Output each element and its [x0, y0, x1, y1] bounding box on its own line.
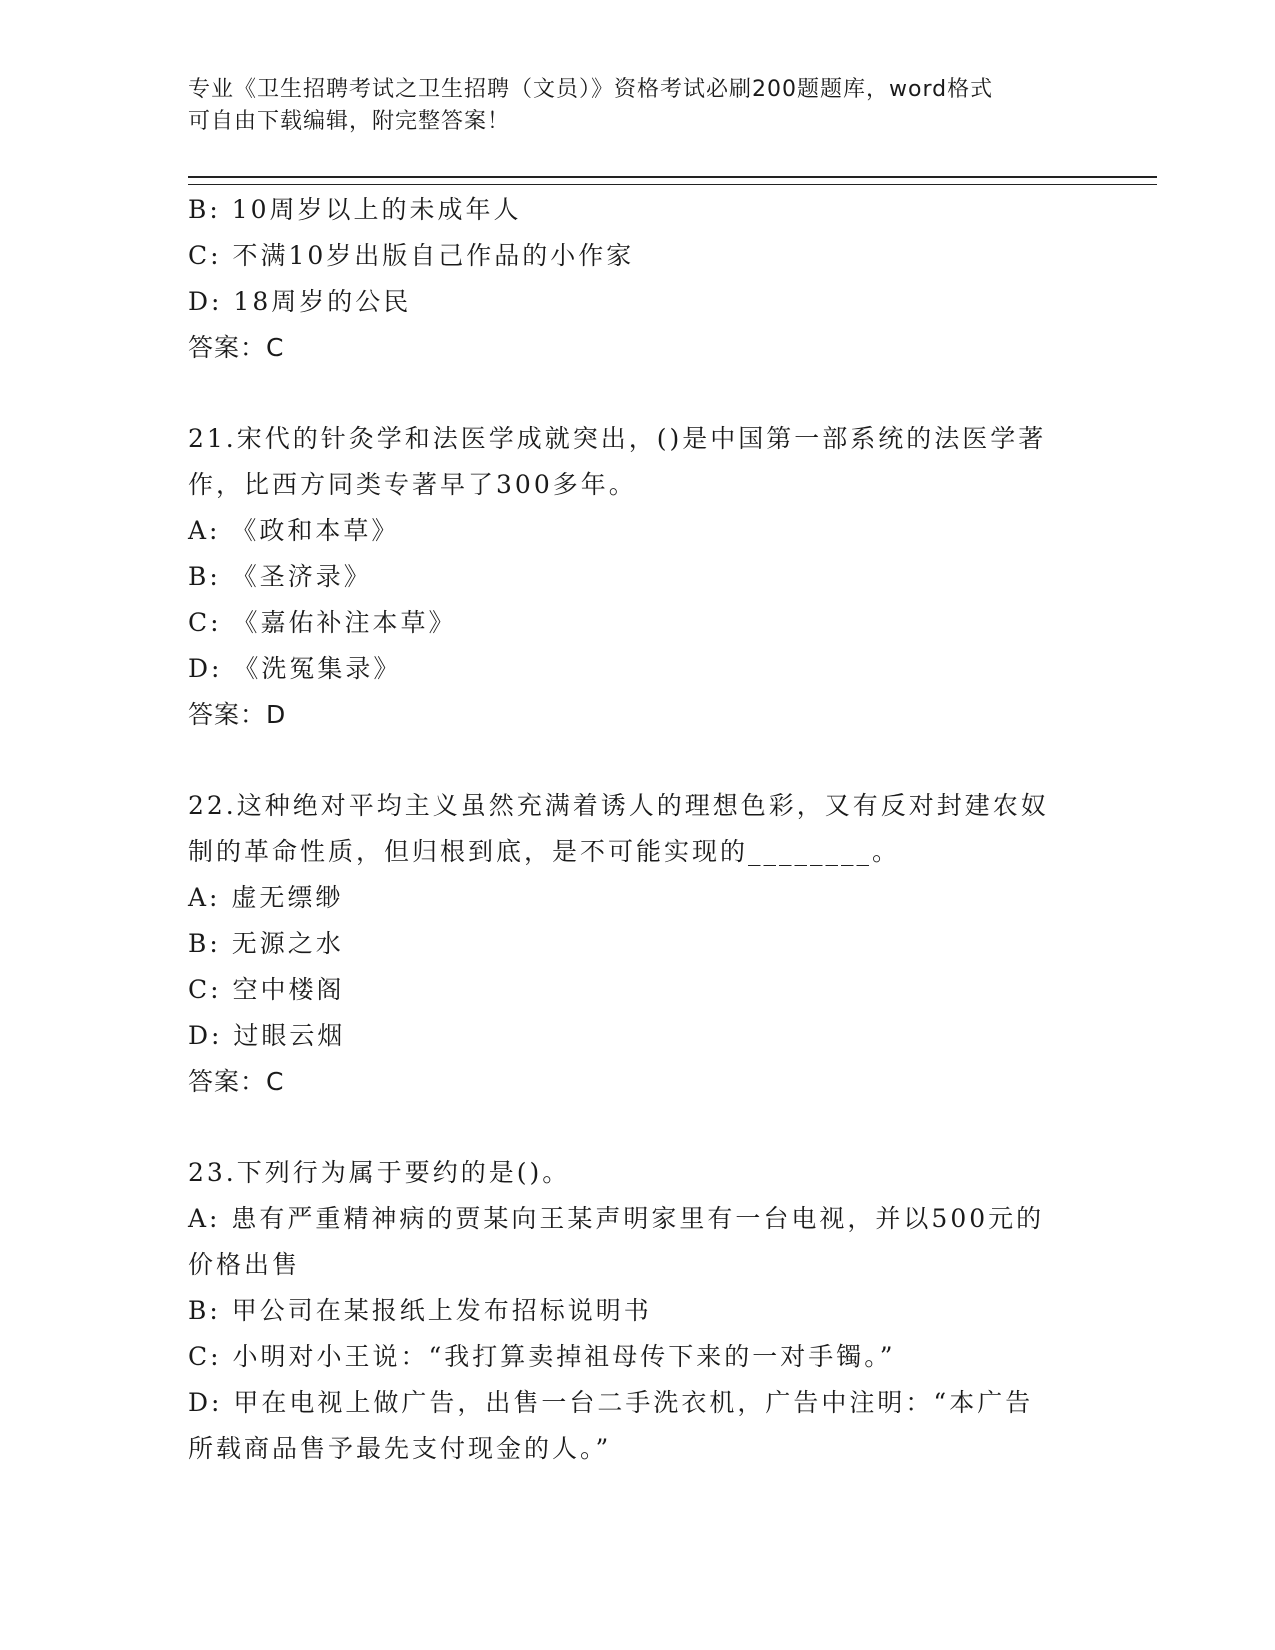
answer: 答案：D [188, 700, 287, 729]
answer: 答案：C [188, 333, 285, 362]
option-a-continued: 价格出售 [188, 1250, 301, 1279]
question-21 [188, 416, 1088, 738]
option-d: D: 《洗冤集录》 [188, 654, 402, 683]
option-b: B: 无源之水 [188, 929, 344, 958]
option-c: C: 《嘉佑补注本草》 [188, 608, 457, 637]
option-c: C: 空中楼阁 [188, 975, 345, 1004]
option-d: D: 过眼云烟 [188, 1021, 346, 1050]
answer: 答案：C [188, 1067, 285, 1096]
question-stem: 制的革命性质，但归根到底，是不可能实现的________。 [188, 837, 901, 866]
option-d: D: 18周岁的公民 [188, 287, 412, 316]
option-a: A: 虚无缥缈 [188, 883, 344, 912]
option-b: B: 《圣济录》 [188, 562, 372, 591]
question-stem: 22.这种绝对平均主义虽然充满着诱人的理想色彩，又有反对封建农奴 [188, 791, 1049, 820]
header-line-2: 可自由下载编辑，附完整答案！ [188, 109, 511, 134]
option-d-continued: 所载商品售予最先支付现金的人。” [188, 1434, 612, 1463]
option-c: C: 小明对小王说：“我打算卖掉祖母传下来的一对手镯。” [188, 1342, 896, 1371]
option-b: B: 10周岁以上的未成年人 [188, 195, 522, 224]
question-22 [188, 783, 1088, 1105]
question-stem: 23.下列行为属于要约的是()。 [188, 1158, 571, 1187]
document-header [188, 74, 1068, 138]
question-20-tail [188, 187, 1088, 371]
option-d: D: 甲在电视上做广告，出售一台二手洗衣机，广告中注明：“本广告 [188, 1388, 1034, 1417]
option-c: C: 不满10岁出版自己作品的小作家 [188, 241, 635, 270]
option-a: A: 患有严重精神病的贾某向王某声明家里有一台电视，并以500元的 [188, 1204, 1045, 1233]
header-line-1: 专业《卫生招聘考试之卫生招聘（文员）》资格考试必刷200题题库，word格式 [188, 77, 994, 102]
question-content [188, 187, 1088, 1472]
question-23 [188, 1150, 1088, 1472]
header-divider [188, 176, 1157, 185]
option-a: A: 《政和本草》 [188, 516, 400, 545]
question-stem: 作，比西方同类专著早了300多年。 [188, 470, 637, 499]
question-stem: 21.宋代的针灸学和法医学成就突出，()是中国第一部系统的法医学著 [188, 424, 1047, 453]
option-b: B: 甲公司在某报纸上发布招标说明书 [188, 1296, 652, 1325]
